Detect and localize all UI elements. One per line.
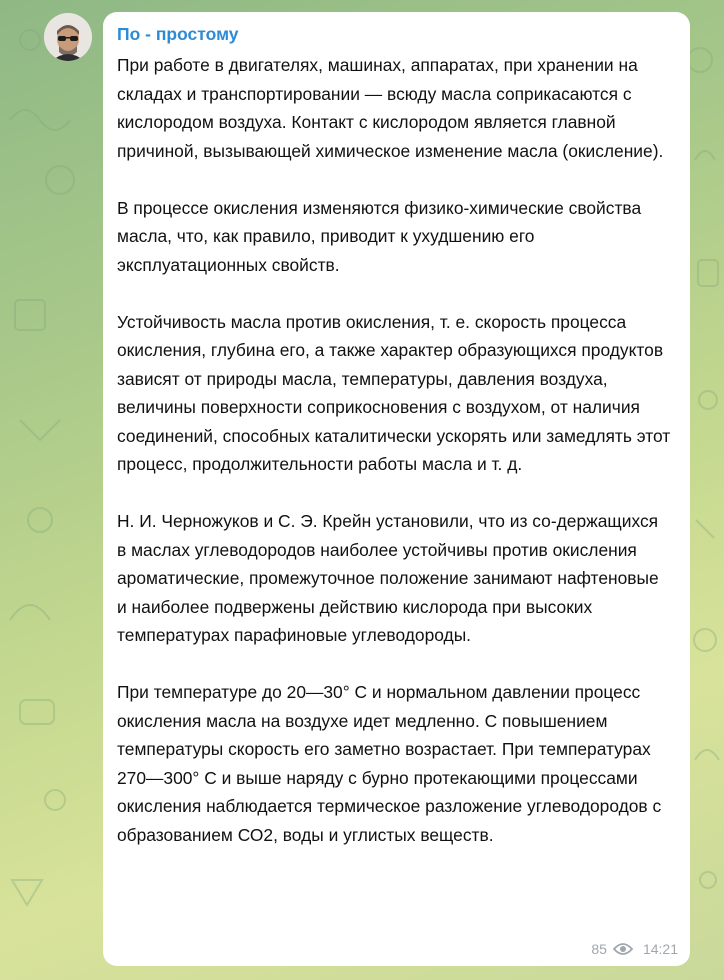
message-bubble[interactable]	[103, 12, 690, 966]
message-paragraph: В процессе окисления изменяются физико-химические свойства масла, что, как правило, приводит к ухудшению его эксплуатационных свойств.	[117, 197, 642, 275]
eye-icon	[613, 942, 633, 956]
message-meta	[591, 940, 678, 958]
avatar-image	[44, 13, 92, 61]
channel-name[interactable]: По - простому	[117, 24, 239, 44]
message-paragraph: Н. И. Черножуков и С. Э. Крейн установили, что из со-держащихся в маслах углеводородов наиболее устойчивы против окисления ароматические, промежуточное положение занимают нафтеновые и наиболее подвержены действию кислорода при высоких температурах парафиновые углеводороды.	[117, 511, 659, 645]
message-paragraph: При температуре до 20—30° С и нормальном давлении процесс окисления масла на воздухе идет медленно. С повышением температуры скорость его заметно возрастает. При температурах 270—300° С и выше наряду с бурно протекающими процессами окисления наблюдается термическое разложение углеводородов с образованием СО2, воды и углистых веществ.	[117, 682, 662, 845]
message-paragraph: При работе в двигателях, машинах, аппаратах, при хранении на складах и транспортировании — всюду масла соприкасаются с кислородом воздуха. Контакт с кислородом является главной причиной, вызывающей химическое изменение масла (окисление).	[117, 55, 664, 161]
channel-avatar[interactable]	[44, 13, 92, 61]
message-time: 14:21	[642, 941, 678, 957]
view-count: 85	[591, 941, 607, 957]
message-paragraph: Устойчивость масла против окисления, т. е. скорость процесса окисления, глубина его, а также характер образующихся продуктов зависят от природы масла, температуры, давления воздуха, величины поверхности соприкосновения с воздухом, от наличия соединений, способных каталитически ускорять или замедлять этот процесс, продолжительности работы масла и т. д.	[117, 311, 671, 474]
